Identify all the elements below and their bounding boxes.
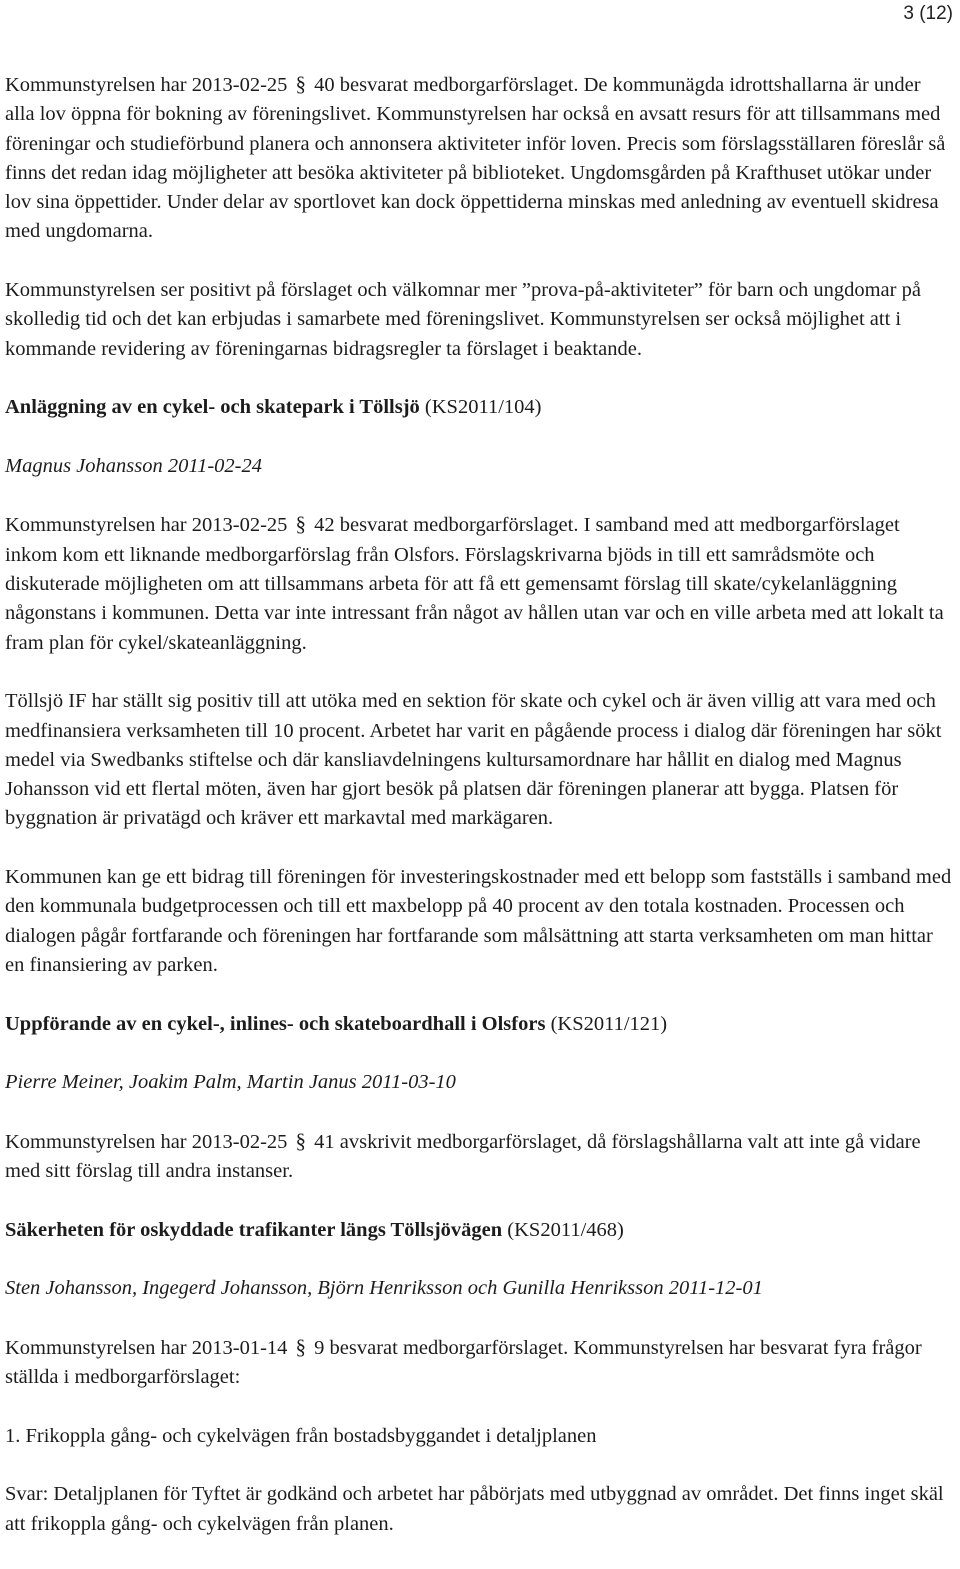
section-heading-traffic-safety [5, 1216, 953, 1245]
case-reference: (KS2011/121) [550, 1012, 668, 1035]
decision-text-continued: 40 besvarat medborgarförslaget. De kommunägda idrottshallarna är under alla lov öppna för bokning av föreningslivet. Kommunstyrelsen har också en avsatt resurs för att tillsammans med föreningar och studieförbund planera och annonsera aktiviteter inför loven. Precis som förslagsställaren föreslår så finns det redan idag möjligheter att besöka aktiviteter på biblioteket. Ungdomsgården på Krafthuset utökar under lov sina öppettider. Under delar av sportlovet kan dock öppettiderna minskas med anledning av eventuell skidresa med ungdomarna. [5, 74, 946, 243]
section-author: Magnus Johansson 2011-02-24 [5, 454, 262, 477]
decision-text: Kommunstyrelsen har 2013-01-14 [5, 1336, 288, 1359]
case-reference: (KS2011/468) [507, 1218, 624, 1241]
section2-paragraph-1 [5, 1127, 953, 1187]
section1-paragraph-1 [5, 510, 953, 657]
decision-text: Kommunstyrelsen har 2013-02-25 [5, 1130, 288, 1153]
section1-paragraph-2: Töllsjö IF har ställt sig positiv till att utöka med en sektion för skate och cykel och är även villig att vara med och medfinansiera verksamheten till 10 procent. Arbetet har varit en pågående process i dialog där föreningen har sökt medel via Swedbanks stiftelse och där kansliavdelningens kultursamordnare har hållit en dialog med Magnus Johansson vid ett flertal möten, även har gjort besök på platsen där föreningen planerar att bygga. Platsen för byggnation är privatägd och kräver ett markavtal med markägaren. [5, 690, 942, 830]
list-item: 1. Frikoppla gång- och cykelvägen från bostadsbyggandet i detaljplanen [5, 1424, 597, 1447]
paragraph-symbol: § [295, 512, 307, 537]
section-title: Uppförande av en cykel-, inlines- och skateboardhall i Olsfors [5, 1012, 546, 1035]
intro-paragraph-1 [5, 70, 953, 247]
section-heading-skateboardhall [5, 1010, 953, 1039]
section-author: Sten Johansson, Ingegerd Johansson, Björn Henriksson och Gunilla Henriksson 2011-12-01 [5, 1277, 763, 1300]
decision-text-continued: 42 besvarat medborgarförslaget. I samband med att medborgarförslaget inkom kom ett liknande medborgarförslag från Olsfors. Förslagskrivarna bjöds in till ett samrådsmöte och diskuterade möjligheten om att tillsammans arbeta för att få ett gemensamt förslag till skate/cykelanläggning någonstans i kommunen. Detta var inte intressant från något av hållen utan var och en ville arbeta med att lokalt ta fram plan för cykel/skateanläggning. [5, 514, 944, 654]
page-number: 3 (12) [903, 3, 953, 24]
list-item-answer: Svar: Detaljplanen för Tyftet är godkänd och arbetet har påbörjats med utbyggnad av området. Det finns inget skäl att frikoppla gång- och cykelvägen från planen. [5, 1483, 944, 1535]
paragraph-symbol: § [295, 1334, 307, 1359]
section-author: Pierre Meiner, Joakim Palm, Martin Janus 2011-03-10 [5, 1071, 456, 1094]
section-heading-skatepark [5, 393, 953, 422]
decision-text-continued: 41 avskrivit medborgarförslaget, då förslagshållarna valt att inte gå vidare med sitt förslag till andra instanser. [5, 1130, 921, 1182]
decision-text: Kommunstyrelsen har 2013-02-25 [5, 74, 288, 96]
document-body [5, 70, 953, 1568]
paragraph-symbol: § [295, 1128, 307, 1153]
section-title: Anläggning av en cykel- och skatepark i Töllsjö [5, 396, 420, 419]
intro-paragraph-2: Kommunstyrelsen ser positivt på förslaget och välkomnar mer ”prova-på-aktiviteter” för barn och ungdomar på skolledig tid och det kan erbjudas i samarbete med föreningslivet. Kommunstyrelsen ser också möjlighet att i kommande revidering av föreningarnas bidragsregler ta förslaget i beaktande. [5, 279, 921, 360]
section1-paragraph-3: Kommunen kan ge ett bidrag till föreningen för investeringskostnader med ett belopp som fastställs i samband med den kommunala budgetprocessen och till ett maxbelopp på 40 procent av den totala kostnaden. Processen och dialogen pågår fortfarande och föreningen har fortfarande som målsättning att starta verksamheten om man hittar en finansiering av parken. [5, 866, 952, 976]
decision-text: Kommunstyrelsen har 2013-02-25 [5, 514, 288, 537]
section-title: Säkerheten för oskyddade trafikanter längs Töllsjövägen [5, 1218, 503, 1241]
paragraph-symbol: § [295, 72, 307, 96]
case-reference: (KS2011/104) [424, 396, 542, 419]
section3-paragraph-1 [5, 1333, 953, 1393]
decision-text-continued: 9 besvarat medborgarförslaget. Kommunstyrelsen har besvarat fyra frågor ställda i medborgarförslaget: [5, 1336, 922, 1389]
